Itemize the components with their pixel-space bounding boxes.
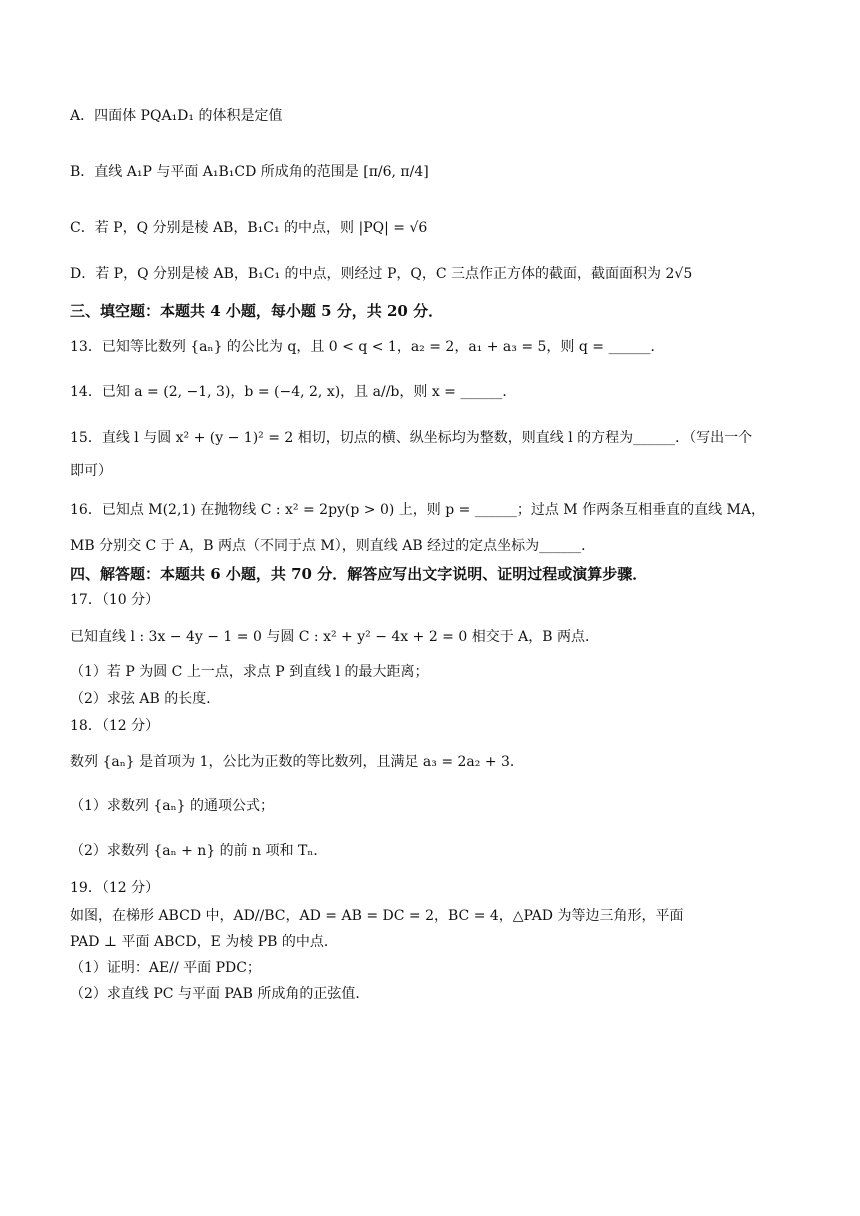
question-19-part2: （2）求直线 PC 与平面 PAB 所成角的正弦值． — [70, 986, 370, 1002]
option-a: A．四面体 PQA₁D₁ 的体积是定值 — [70, 108, 283, 124]
question-17-title: 17．（10 分） — [70, 592, 160, 608]
question-18-stem: 数列 {aₙ} 是首项为 1，公比为正数的等比数列，且满足 a₃ = 2a₂ + 3． — [70, 754, 524, 770]
option-b: B．直线 A₁P 与平面 A₁B₁CD 所成角的范围是 [π/6, π/4] — [70, 164, 429, 180]
question-15-line1: 15．直线 l 与圆 x² + (y − 1)² = 2 相切，切点的横、纵坐标均为整数，则直线 l 的方程为______．（写出一个 — [70, 430, 753, 446]
section4-heading: 四、解答题：本题共 6 小题，共 70 分．解答应写出文字说明、证明过程或演算步骤． — [70, 565, 648, 583]
option-d: D．若 P，Q 分别是棱 AB，B₁C₁ 的中点，则经过 P，Q，C 三点作正方体的截面，截面面积为 2√5 — [70, 266, 693, 282]
question-19-stem-line2: PAD ⊥ 平面 ABCD，E 为棱 PB 的中点． — [70, 934, 338, 950]
question-17-part2: （2）求弦 AB 的长度． — [70, 691, 221, 707]
question-19-title: 19．（12 分） — [70, 880, 160, 896]
question-17-part1: （1）若 P 为圆 C 上一点，求点 P 到直线 l 的最大距离； — [70, 664, 429, 680]
question-14: 14．已知 a = (2, −1, 3)，b = (−4, 2, x)，且 a//b，则 x = ______． — [70, 384, 517, 400]
option-c: C．若 P，Q 分别是棱 AB，B₁C₁ 的中点，则 |PQ| = √6 — [70, 220, 428, 236]
question-18-part2: （2）求数列 {aₙ + n} 的前 n 项和 Tₙ． — [70, 843, 328, 859]
question-16-line2: MB 分别交 C 于 A，B 两点（不同于点 M），则直线 AB 经过的定点坐标为______． — [70, 538, 596, 554]
question-18-part1: （1）求数列 {aₙ} 的通项公式； — [70, 798, 275, 814]
question-19-part1: （1）证明：AE// 平面 PDC； — [70, 960, 261, 976]
question-19-stem-line1: 如图，在梯形 ABCD 中，AD//BC，AD = AB = DC = 2，BC = 4，△PAD 为等边三角形，平面 — [70, 908, 684, 924]
question-13: 13．已知等比数列 {aₙ} 的公比为 q，且 0 < q < 1，a₂ = 2，a₁ + a₃ = 5，则 q = ______． — [70, 339, 665, 355]
question-17-stem: 已知直线 l : 3x − 4y − 1 = 0 与圆 C : x² + y² − 4x + 2 = 0 相交于 A，B 两点． — [70, 629, 600, 645]
question-15-line2: 即可） — [70, 463, 112, 479]
question-18-title: 18．（12 分） — [70, 718, 160, 734]
question-16-line1: 16．已知点 M(2,1) 在抛物线 C : x² = 2py(p > 0) 上，则 p = ______；过点 M 作两条互相垂直的直线 MA， — [70, 502, 765, 518]
section3-heading: 三、填空题：本题共 4 小题，每小题 5 分，共 20 分． — [70, 302, 444, 320]
